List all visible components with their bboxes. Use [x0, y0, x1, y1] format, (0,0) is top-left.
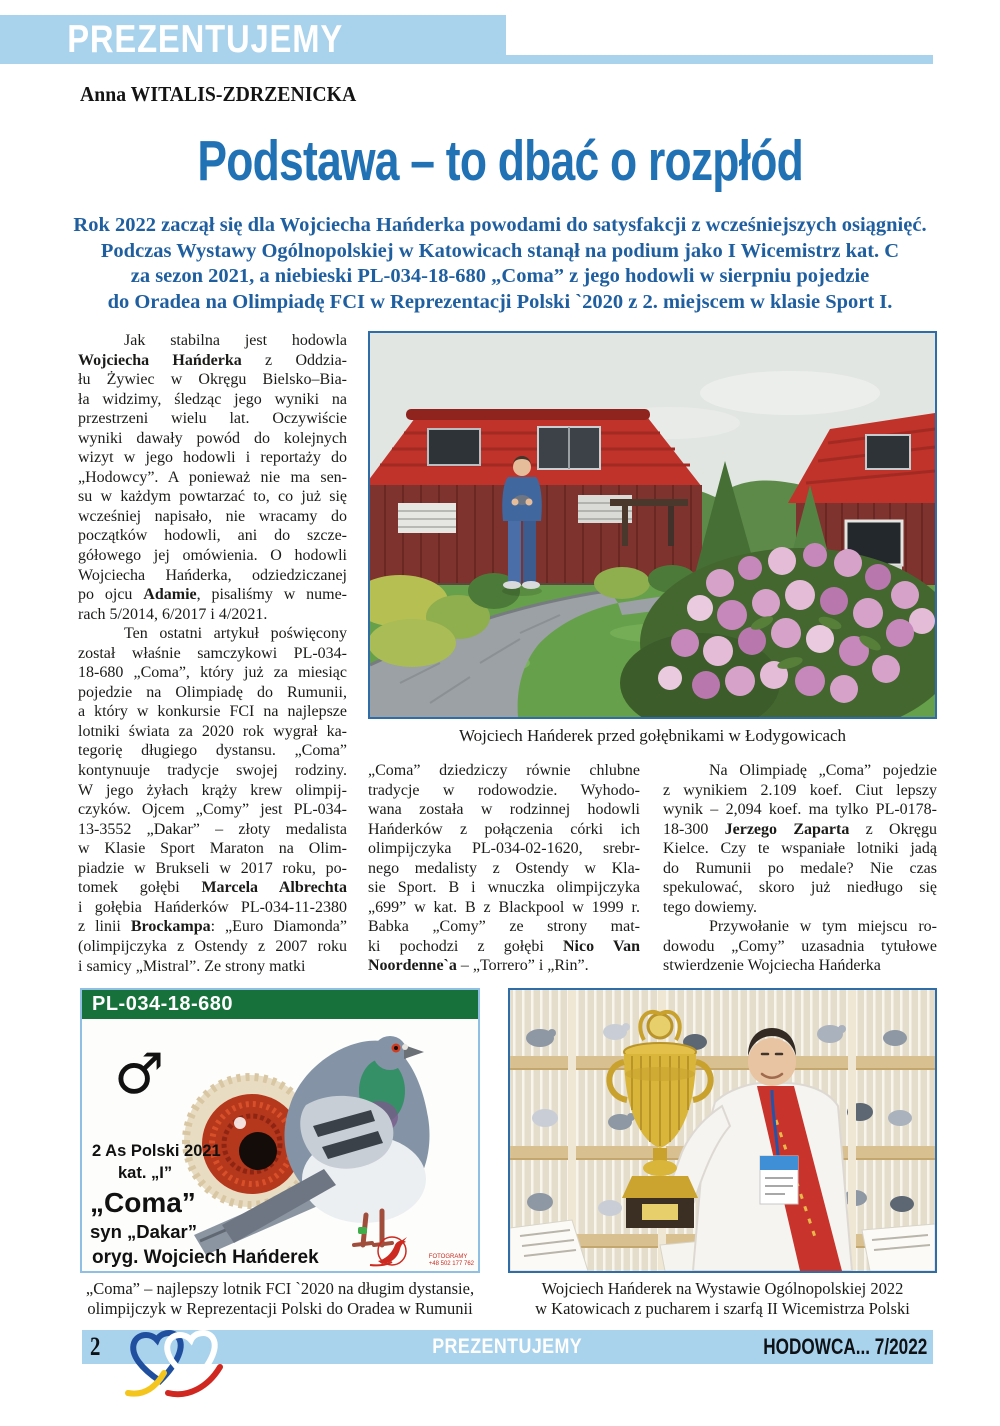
page-number: 2 — [90, 1332, 101, 1361]
lead-paragraph: Rok 2022 zaczął się dla Wojciecha Hańderka powodami do satysfakcji z wcześniejszych osiągnięć. Podczas Wystawy Ogólnopolskiej w Katowicach stanął na podium jako I Wicemistrz kat. C za sezon 2021, a niebieski PL-034-18-680 „Coma” z jego hodowli w sierpniu pojedzie do Oradea na Olimpiadę FCI w Reprezentacji Polski `2020 z 2. miejscem w klasie Sport I. — [73, 214, 927, 313]
article-title: Podstawa – to dbać o rozpłód — [197, 129, 803, 193]
pedigree-card — [80, 988, 480, 1273]
header-band-rule — [506, 55, 933, 64]
hearts-logo-icon — [122, 1327, 254, 1401]
photographer-label: FOTOGRAMY — [428, 1254, 468, 1260]
author-byline: Anna WITALIS-ZDRZENICKA — [80, 82, 357, 106]
article-column-2: „Coma” dziedziczy równie chlubne tradycje w rodowodzie. Wyhodo- wana została w rodzinnej hodowli Hańderków z połączenia córki ich olimpijczyka PL-034-02-1620, srebr- nego medalisty z Ostendy w Kla- sie Sport. B i wnuczka olimpijczyka „699” w kat. B z Blackpool w 1999 r. Babka „Comy” ze strony mat- ki pochodzi z gołębi Nico Van Noordenne`a – „Torrero” i „Rin”. — [368, 762, 640, 975]
trophy-photo-caption: Wojciech Hańderek na Wystawie Ogólnopolskiej 2022 w Katowicach z pucharem i szarfą II Wicemistrza Polski — [535, 1279, 910, 1318]
ring-number: PL-034-18-680 — [92, 993, 234, 1015]
male-symbol-icon: ♂ — [114, 1042, 165, 1107]
pigeon-name: „Coma” — [90, 1187, 196, 1218]
award-line-2: kat. „I” — [118, 1164, 173, 1182]
photographer-logo-icon — [368, 1233, 416, 1269]
photo-pigeon-lofts — [368, 331, 937, 719]
photo-trophy-presentation — [508, 988, 937, 1273]
article-column-1: Jak stabilna jest hodowla Wojciecha Hańderka z Oddzia- łu Żywiec w Okręgu Bielsko–Bia- ła widzimy, śledząc jego wyniki na przestrzeni wielu lat. Oczywiście wyniki dawały powód do kolejnych wizyt w jego hodowli i reportaży do „Hodowcy”. A ponieważ nie ma sen- su w każdym powtarzać to, co już się wcześniej napisało, nie wracamy do początków hodowli, ani do szcze- gółowego jej omówienia. O hodowli Wojciecha Hańderka, odziedziczanej po ojcu Adamie, pisaliśmy w nume- rach 5/2014, 6/2017 i 4/2021. Ten ostatni artykuł poświęcony został właśnie samczykowi PL-034- 18-680 „Coma”, który już za miesiąc pojedzie na Olimpiadę do Rumunii, a który w konkursie FCI na najlepsze lotniki świata za 2020 rok wygrał ka- tegorię długiego dystansu. „Coma” kontynuuje tradycje swojej rodziny. W jego żyłach krąży krew olimpij- czyków. Ojcem „Comy” jest PL-034- 13-3552 „Dakar” – złoty medalista w Klasie Sport Maraton na Olim- piadzie w Brukseli w 2017 roku, po- tomek gołębi Marcela Albrechta i gołębia Hańderków PL-034-11-2380 z linii Brockampa: „Euro Diamonda” (olimpijczyka z Ostendy z 2007 roku i samicy „Mistral”. Ze strony matki — [78, 332, 348, 975]
photographer-phone: +48 502 177 762 — [428, 1261, 474, 1267]
loft-scene — [370, 333, 935, 717]
header-band — [0, 15, 506, 64]
award-line-1: 2 As Polski 2021 — [92, 1142, 221, 1160]
footer-section-label: PREZENTUJEMY — [432, 1335, 583, 1358]
pigeon-origin: oryg. Wojciech Hańderek — [92, 1247, 319, 1268]
photographer-credit — [429, 1254, 474, 1268]
section-label: PREZENTUJEMY — [67, 18, 344, 61]
article-column-3: Na Olimpiadę „Coma” pojedzie z wynikiem 2.109 koef. Ciut lepszy wynik – 2,094 koef. ma tylko PL-0178- 18-300 Jerzego Zaparta z Okręgu Kielce. Czy te wspaniałe lotniki jadą do Rumunii po medale? Nie czas spekulować, skoro już niedługo się tego dowiemy. Przywołanie w tym miejscu ro- dowodu „Comy” uzasadnia tytułowe stwierdzenie Wojciecha Hańderka — [663, 762, 937, 975]
ring-number-bar — [82, 990, 478, 1019]
pigeon-lineage: syn „Dakar” — [90, 1221, 197, 1242]
pedigree-card-caption: „Coma” – najlepszy lotnik FCI `2020 na długim dystansie, olimpijczyk w Reprezentacji Polski do Oradea w Rumunii — [85, 1279, 475, 1318]
loft-photo-caption: Wojciech Hańderek przed gołębnikami w Łodygowicach — [458, 726, 847, 745]
trophy-scene — [510, 990, 935, 1271]
magazine-issue: HODOWCA... 7/2022 — [762, 1334, 927, 1359]
footer-bar — [82, 1330, 933, 1364]
